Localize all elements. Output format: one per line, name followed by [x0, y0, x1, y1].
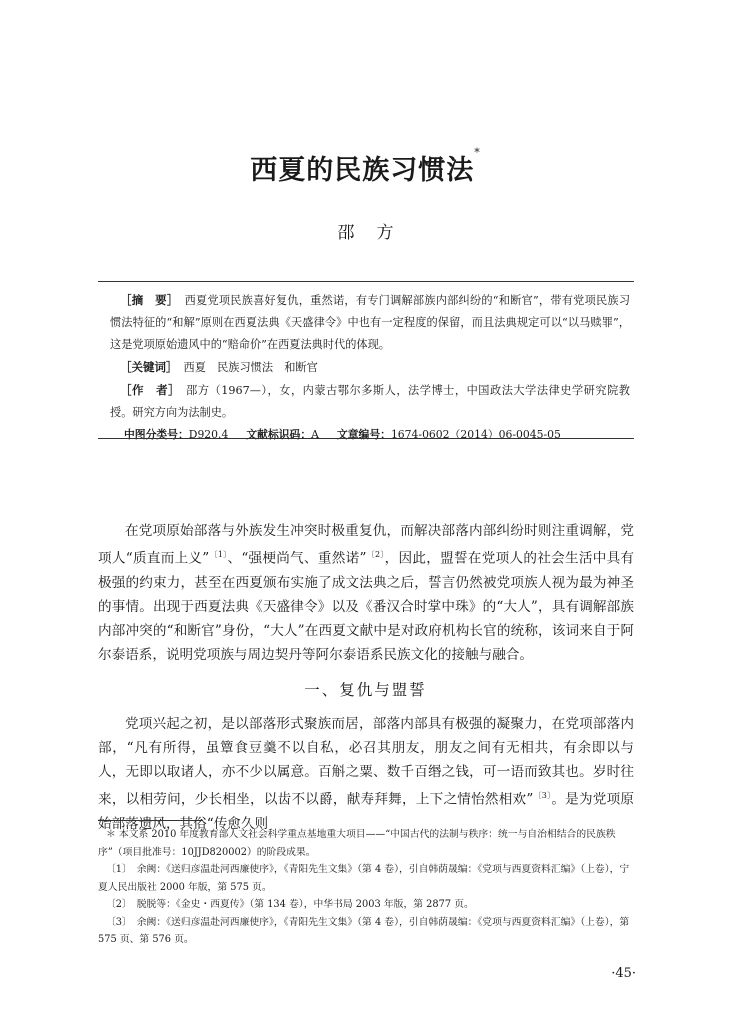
title-text: 西夏的民族习惯法 — [250, 155, 475, 186]
section1-paragraph — [98, 712, 634, 836]
abstract-keywords — [110, 356, 630, 379]
title-footnote-mark: * — [474, 146, 481, 159]
author-info-label: ［作 者］ — [120, 383, 181, 397]
classification-line — [110, 424, 630, 446]
abstract-top-rule — [98, 281, 634, 282]
clc-label: 中图分类号： — [124, 428, 189, 441]
footnote-2: 〔2〕 脱脱等：《金史・西夏传》（第 134 卷），中华书局 2003 年版，第 2877 页。 — [106, 899, 474, 910]
author-info-text: 邵方（1967—），女，内蒙古鄂尔多斯人，法学博士，中国政法大学法律史学研究院教授。研究方向为法制史。 — [110, 384, 630, 419]
intro-text-c: ，因此，盟誓在党项人的社会生活中具有极强的约束力，甚至在西夏颁布实施了成文法典之后，誓言仍然被党项族人视为最为神圣的事情。出现于西夏法典《天盛律令》以及《番汉合时掌中珠》的“大人”，具有调解部族内部冲突的“和断官”身份，“大人”在西夏文献中是对政府机构长官的统称，该词来自于阿尔泰语系，说明党项族与周边契丹等阿尔泰语系民族文化的接触与融合。 — [98, 550, 635, 663]
summary-label: ［摘 要］ — [120, 293, 179, 307]
clc-value: D920.4 — [188, 428, 229, 441]
footnote-1: 〔1〕 余阙：《送归彦温赴河西廉使序》，《青阳先生文集》（第 4 卷），引自韩荫晟编：《党项与西夏资料汇编》（上卷），宁夏人民出版社 2000 年版，第 575 页。 — [98, 864, 630, 893]
article-number-label: 文章编号： — [336, 428, 391, 441]
article-number-value: 1674-0602（2014）06-0045-05 — [390, 428, 561, 441]
abstract-bottom-rule — [98, 438, 634, 439]
abstract-author — [110, 379, 630, 424]
footnote-fund: ＊ 本文系 2010 年度教育部人文社会科学重点基地重大项目——“中国古代的法制与秩序：统一与自治相结合的民族秩序”（项目批准号：10JJD820002）的阶段成果。 — [98, 829, 616, 858]
author-name: 邵方 — [337, 223, 416, 243]
citation-1: 〔1〕 — [209, 550, 228, 559]
citation-3: 〔3〕 — [533, 791, 552, 800]
section1-text-a: 党项兴起之初，是以部落形式聚族而居，部落内部具有极强的凝聚力，在党项部落内部，“凡有所得，虽簟食豆羹不以自私，必召其朋友，朋友之间有无相共，有余即以与人，无即以取诸人，亦不少以属意。百斛之粟、数千百缗之钱，可一语而致其也。岁时往来，以相劳问，少长相坐，以齿不以爵，献寿拜舞，上下之情怡然相欢” — [98, 716, 634, 808]
intro-text-b: 、“强梗尚气、重然诺” — [227, 550, 367, 567]
paper-title — [0, 148, 731, 187]
footnote-separator — [98, 820, 203, 821]
page-number: ·45· — [611, 966, 636, 981]
abstract-summary — [110, 289, 630, 356]
citation-2: 〔2〕 — [366, 550, 385, 559]
section1-text-b: 。是为党项原始部落遗风，其俗“传愈久则 — [98, 791, 635, 832]
doc-code-value: A — [311, 428, 319, 441]
section-heading-1: 一、复仇与盟誓 — [304, 681, 427, 699]
summary-text: 西夏党项民族喜好复仇，重然诺，有专门调解部族内部纠纷的“和断官”，带有党项民族习惯法特征的“和解”原则在西夏法典《天盛律令》中也有一定程度的保留，而且法典规定可以“以马赎罪”，这是党项原始遗风中的“赔命价”在西夏法典时代的体现。 — [110, 294, 631, 351]
footnotes-block — [98, 826, 634, 949]
intro-text-a: 在党项原始部落与外族发生冲突时极重复仇，而解决部落内部纠纷时则注重调解，党项人“质直而上义” — [98, 523, 634, 567]
keywords-text: 西夏 民族习惯法 和断官 — [183, 361, 318, 374]
doc-code-label: 文献标识码： — [246, 428, 312, 441]
keywords-label: ［关键词］ — [120, 360, 178, 374]
footnote-3: 〔3〕 余阙：《送归彦温赴河西廉使序》，《青阳先生文集》（第 4 卷），引自韩荫晟编：《党项与西夏资料汇编》（上卷），第 575 页、第 576 页。 — [98, 916, 630, 945]
abstract-block — [110, 289, 630, 446]
intro-paragraph — [98, 519, 634, 667]
